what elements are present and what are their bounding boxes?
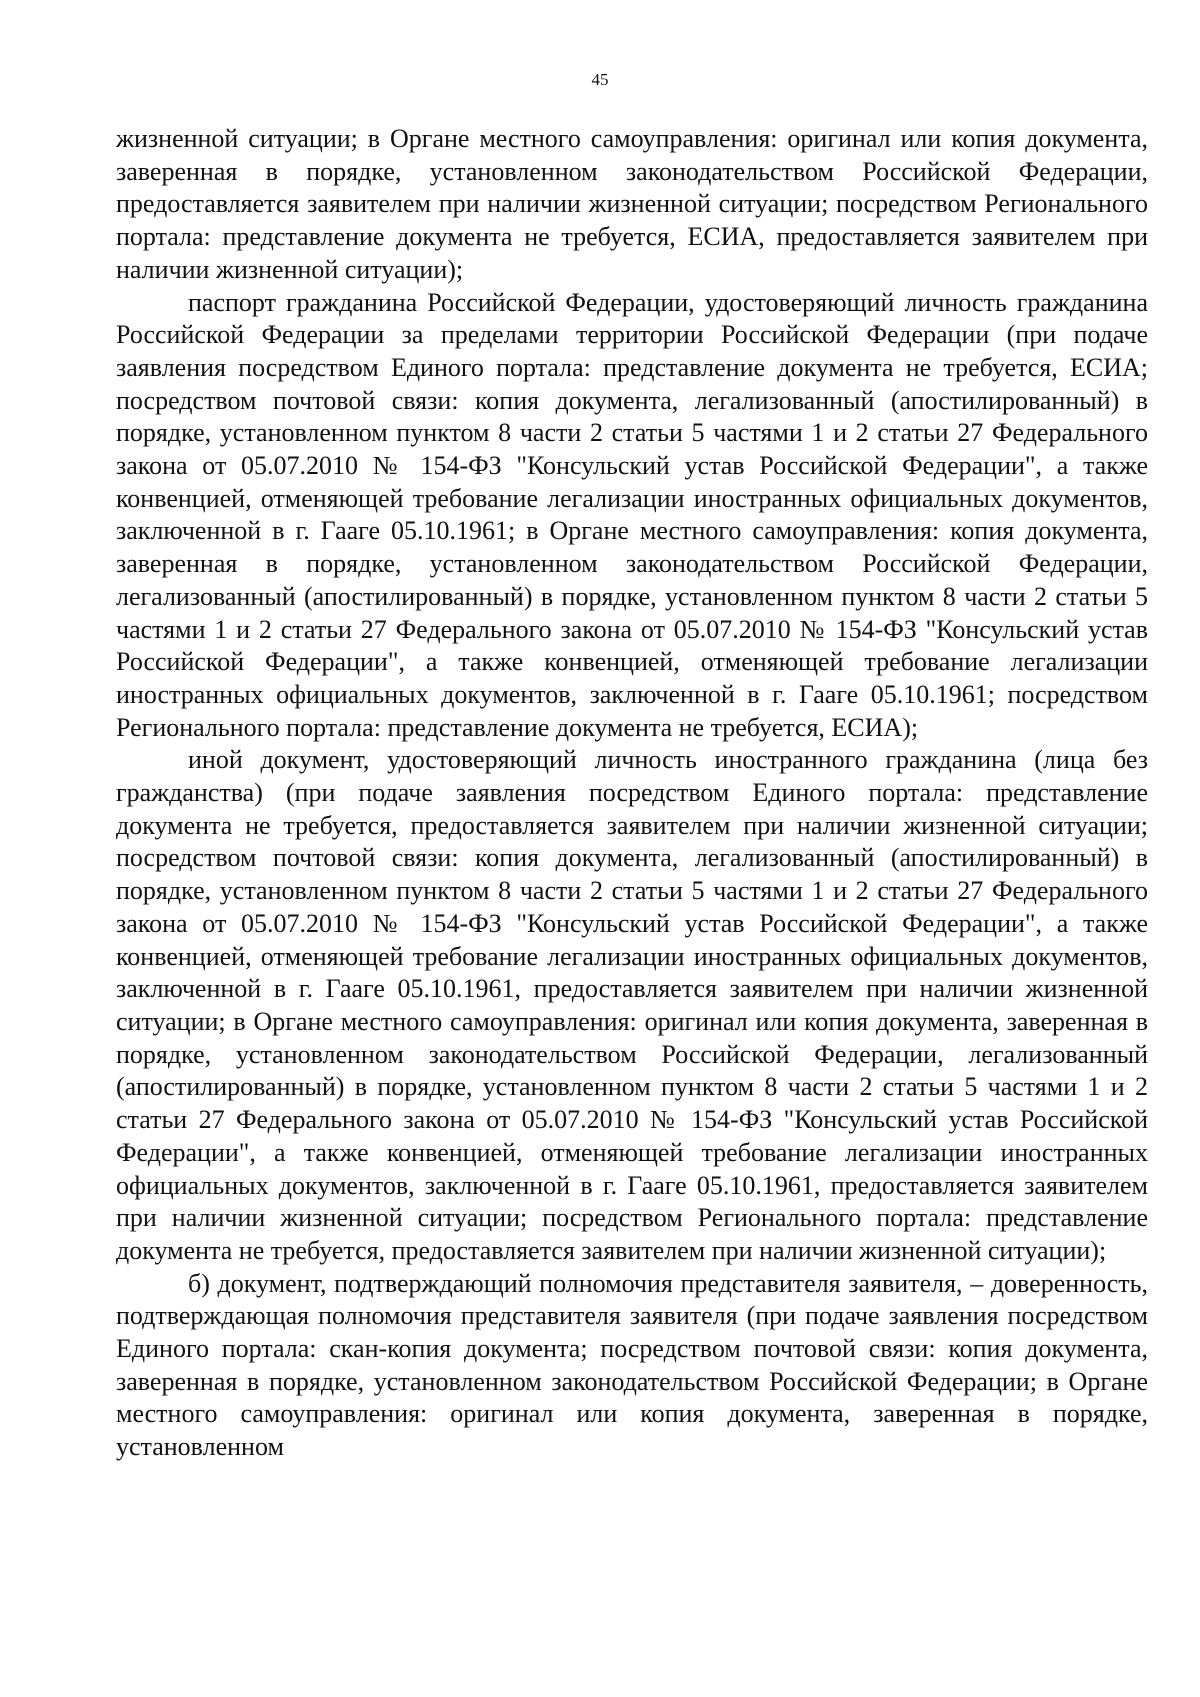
page-number: 45 (591, 70, 609, 89)
paragraph-other-identity-document: иной документ, удостоверяющий личность иностранного гражданина (лица без гражданства) (при подаче заявления посредством Единого портала: представление документа не требуется, предоставляется заявителем при наличии жизненной ситуации; посредством почтовой связи: копия документа, легализованный (апостилированный) в порядке, установленном пунктом 8 части 2 статьи 5 частями 1 и 2 статьи 27 Федерального закона от 05.07.2010 № 154-ФЗ "Консульский устав Российской Федерации", а также конвенцией, отменяющей требование легализации иностранных официальных документов, заключенной в г. Гааге 05.10.1961, предоставляется заявителем при наличии жизненной ситуации; в Органе местного самоуправления: оригинал или копия документа, заверенная в порядке, установленном законодательством Российской Федерации, легализованный (апостилированный) в порядке, установленном пунктом 8 части 2 статьи 5 частями 1 и 2 статьи 27 Федерального закона от 05.07.2010 № 154-ФЗ "Консульский устав Российской Федерации", а также конвенцией, отменяющей требование легализации иностранных официальных документов, заключенной в г. Гааге 05.10.1961, предоставляется заявителем при наличии жизненной ситуации; посредством Регионального портала: представление документа не требуется, предоставляется заявителем при наличии жизненной ситуации); (116, 745, 1148, 1265)
paragraph-passport: паспорт гражданина Российской Федерации, удостоверяющий личность гражданина Российской Федерации за пределами территории Российской Федерации (при подаче заявления посредством Единого портала: представление документа не требуется, ЕСИА; посредством почтовой связи: копия документа, легализованный (апостилированный) в порядке, установленном пунктом 8 части 2 статьи 5 частями 1 и 2 статьи 27 Федерального закона от 05.07.2010 № 154-ФЗ "Консульский устав Российской Федерации", а также конвенцией, отменяющей требование легализации иностранных официальных документов, заключенной в г. Гааге 05.10.1961; в Органе местного самоуправления: копия документа, заверенная в порядке, установленном законодательством Российской Федерации, легализованный (апостилированный) в порядке, установленном пунктом 8 части 2 статьи 5 частями 1 и 2 статьи 27 Федерального закона от 05.07.2010 № 154-ФЗ "Консульский устав Российской Федерации", а также конвенцией, отменяющей требование легализации иностранных официальных документов, заключенной в г. Гааге 05.10.1961; посредством Регионального портала: представление документа не требуется, ЕСИА); (116, 287, 1148, 742)
paragraph-continued: жизненной ситуации; в Органе местного самоуправления: оригинал или копия документа, заверенная в порядке, установленном законодательством Российской Федерации, предоставляется заявителем при наличии жизненной ситуации; посредством Регионального портала: представление документа не требуется, ЕСИА, предоставляется заявителем при наличии жизненной ситуации); (116, 124, 1148, 284)
paragraph-representative-authority: б) документ, подтверждающий полномочия представителя заявителя, – доверенность, подтверждающая полномочия представителя заявителя (при подаче заявления посредством Единого портала: скан-копия документа; посредством почтовой связи: копия документа, заверенная в порядке, установленном законодательством Российской Федерации; в Органе местного самоуправления: оригинал или копия документа, заверенная в порядке, установленном (116, 1268, 1148, 1462)
document-body (116, 123, 1148, 1464)
